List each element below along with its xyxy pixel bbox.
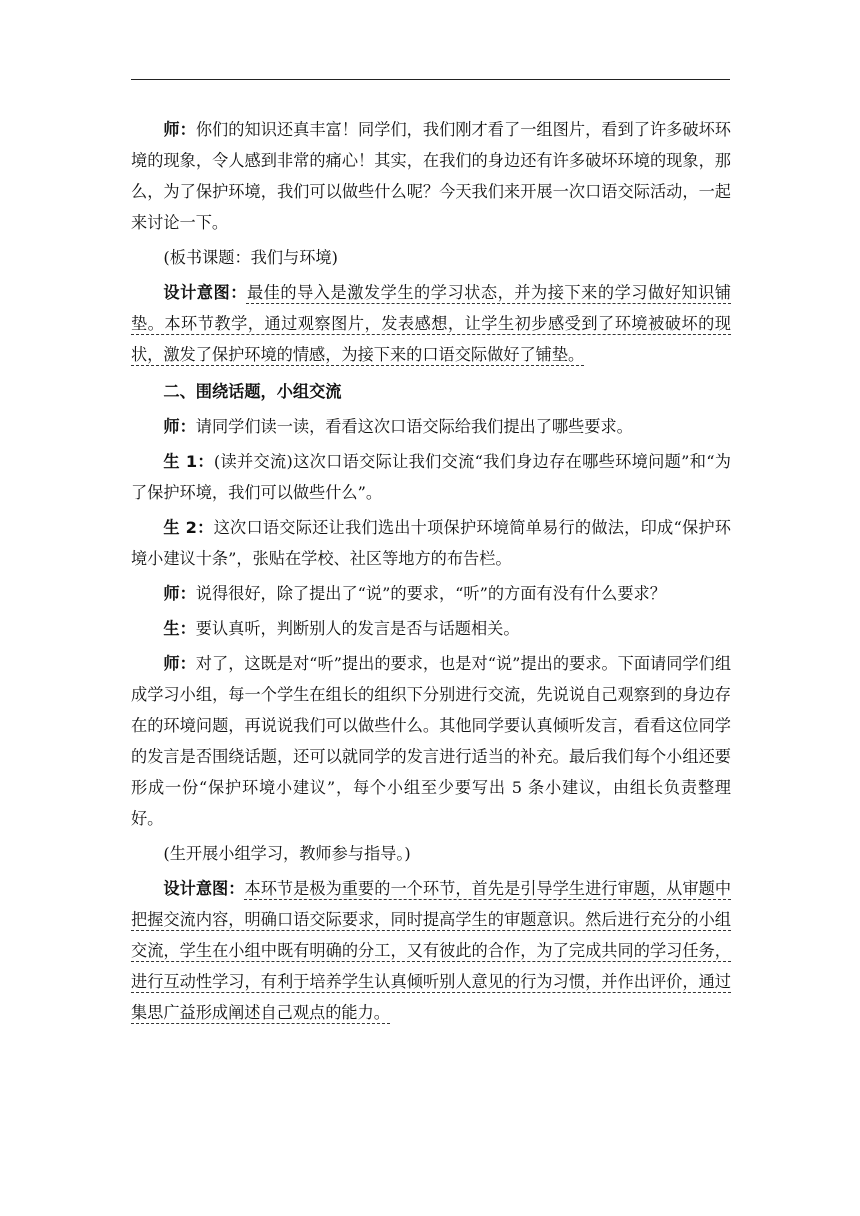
section-heading	[131, 376, 731, 407]
document-body	[131, 114, 731, 1028]
speaker-label: 师：	[163, 120, 196, 139]
paragraph-text: (读并交流)这次口语交际让我们交流“我们身边存在哪些环境问题”和“为了保护环境，我们可以做些什么”。	[131, 452, 731, 502]
design-intent-paragraph	[131, 277, 731, 370]
speaker-label: 师：	[163, 417, 196, 436]
section-heading-text: 二、围绕话题，小组交流	[163, 382, 342, 401]
design-intent-paragraph	[131, 873, 731, 1028]
student-paragraph	[131, 446, 731, 508]
speaker-label: 生：	[163, 619, 196, 638]
speaker-label: 师：	[163, 584, 196, 603]
design-intent-text: 本环节是极为重要的一个环节，首先是引导学生进行审题，从审题中把握交流内容，明确口语交际要求，同时提高学生的审题意识。然后进行充分的小组交流，学生在小组中既有明确的分工，又有彼此的合作，为了完成共同的学习任务，进行互动性学习，有利于培养学生认真倾听别人意见的行为习惯，并作出评价，通过集思广益形成阐述自己观点的能力。	[131, 879, 732, 1022]
paragraph-text: 你们的知识还真丰富！同学们，我们刚才看了一组图片，看到了许多破坏环境的现象，令人感到非常的痛心！其实，在我们的身边还有许多破坏环境的现象，那么，为了保护环境，我们可以做些什么呢？今天我们来开展一次口语交际活动，一起来讨论一下。	[131, 120, 731, 232]
speaker-label: 师：	[163, 654, 196, 673]
design-intent-label: 设计意图：	[163, 283, 247, 302]
teacher-paragraph	[131, 411, 731, 442]
activity-note	[131, 838, 731, 869]
paragraph-text: 要认真听，判断别人的发言是否与话题相关。	[195, 619, 520, 638]
speaker-label: 生 2：	[163, 518, 214, 537]
teacher-paragraph	[131, 648, 731, 834]
speaker-label: 生 1：	[163, 452, 214, 471]
teacher-paragraph	[131, 114, 731, 238]
student-paragraph	[131, 613, 731, 644]
design-intent-text: 最佳的导入是激发学生的学习状态，并为接下来的学习做好知识铺垫。本环节教学，通过观察图片，发表感想，让学生初步感受到了环境被破坏的现状，激发了保护环境的情感，为接下来的口语交际做好了铺垫。	[131, 283, 732, 364]
teacher-paragraph	[131, 578, 731, 609]
paragraph-text: 请同学们读一读，看看这次口语交际给我们提出了哪些要求。	[195, 417, 633, 436]
paragraph-text: (板书课题：我们与环境)	[163, 248, 338, 267]
design-intent-label: 设计意图：	[163, 879, 245, 898]
paragraph-text: 说得很好，除了提出了“说”的要求，“听”的方面有没有什么要求？	[195, 584, 666, 603]
blackboard-note	[131, 242, 731, 273]
student-paragraph	[131, 512, 731, 574]
paragraph-text: (生开展小组学习，教师参与指导。)	[163, 844, 411, 863]
header-rule	[131, 79, 730, 80]
paragraph-text: 这次口语交际还让我们选出十项保护环境简单易行的做法，印成“保护环境小建议十条”，张贴在学校、社区等地方的布告栏。	[131, 518, 731, 568]
paragraph-text: 对了，这既是对“听”提出的要求，也是对“说”提出的要求。下面请同学们组成学习小组，每一个学生在组长的组织下分别进行交流，先说说自己观察到的身边存在的环境问题，再说说我们可以做些什么。其他同学要认真倾听发言，看看这位同学的发言是否围绕话题，还可以就同学的发言进行适当的补充。最后我们每个小组还要形成一份“保护环境小建议”，每个小组至少要写出 5 条小建议，由组长负责整理好。	[131, 654, 732, 828]
